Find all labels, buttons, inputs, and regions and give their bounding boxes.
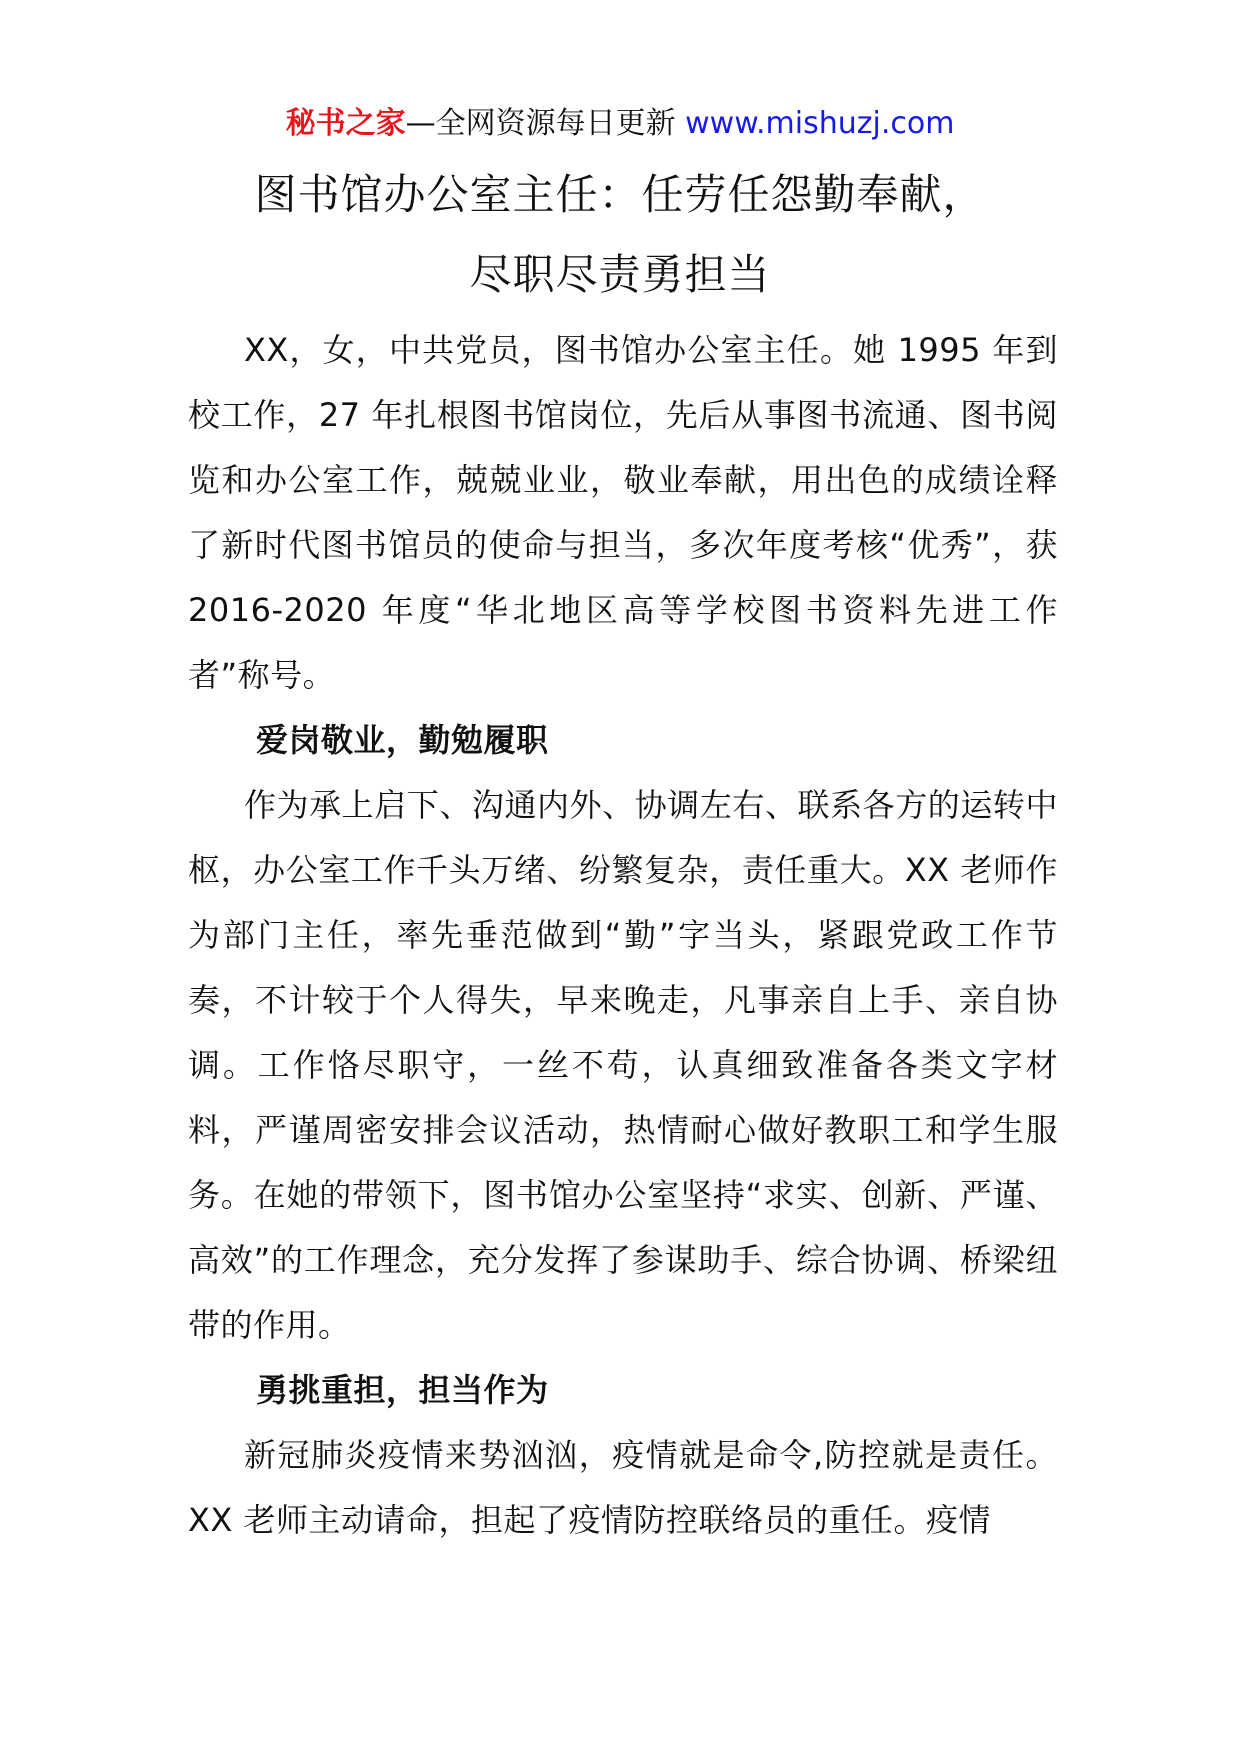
section-paragraph-2: 新冠肺炎疫情来势汹汹，疫情就是命令,防控就是责任。XX 老师主动请命，担起了疫情防控联络员的重任。疫情 bbox=[188, 1436, 1058, 1539]
document-body bbox=[188, 318, 1058, 1553]
site-header bbox=[0, 102, 1240, 146]
site-url-link[interactable]: www.mishuzj.com bbox=[685, 106, 955, 141]
intro-paragraph: XX，女，中共党员，图书馆办公室主任。她 1995 年到校工作，27 年扎根图书馆岗位，先后从事图书流通、图书阅览和办公室工作，兢兢业业，敬业奉献，用出色的成绩诠释了新时代图书馆员的使命与担当，多次年度考核“优秀”，获 2016-2020 年度“华北地区高等学校图书资料先进工作者”称号。 bbox=[188, 331, 1058, 694]
document-title-line-1: 图书馆办公室主任：任劳任怨勤奉献， bbox=[254, 170, 986, 219]
document-title-line-2: 尽职尽责勇担当 bbox=[469, 250, 771, 299]
section-heading-1: 爱岗敬业，勤勉履职 bbox=[256, 721, 549, 759]
section-heading-2: 勇挑重担，担当作为 bbox=[256, 1371, 549, 1409]
header-tagline: —全网资源每日更新 bbox=[405, 106, 676, 141]
brand-name: 秘书之家 bbox=[285, 106, 406, 141]
section-paragraph-1: 作为承上启下、沟通内外、协调左右、联系各方的运转中枢，办公室工作千头万绪、纷繁复杂，责任重大。XX 老师作为部门主任，率先垂范做到“勤”字当头，紧跟党政工作节奏，不计较于个人得失，早来晚走，凡事亲自上手、亲自协调。工作恪尽职守，一丝不苟，认真细致准备各类文字材料，严谨周密安排会议活动，热情耐心做好教职工和学生服务。在她的带领下，图书馆办公室坚持“求实、创新、严谨、高效”的工作理念，充分发挥了参谋助手、综合协调、桥梁纽带的作用。 bbox=[188, 786, 1058, 1344]
